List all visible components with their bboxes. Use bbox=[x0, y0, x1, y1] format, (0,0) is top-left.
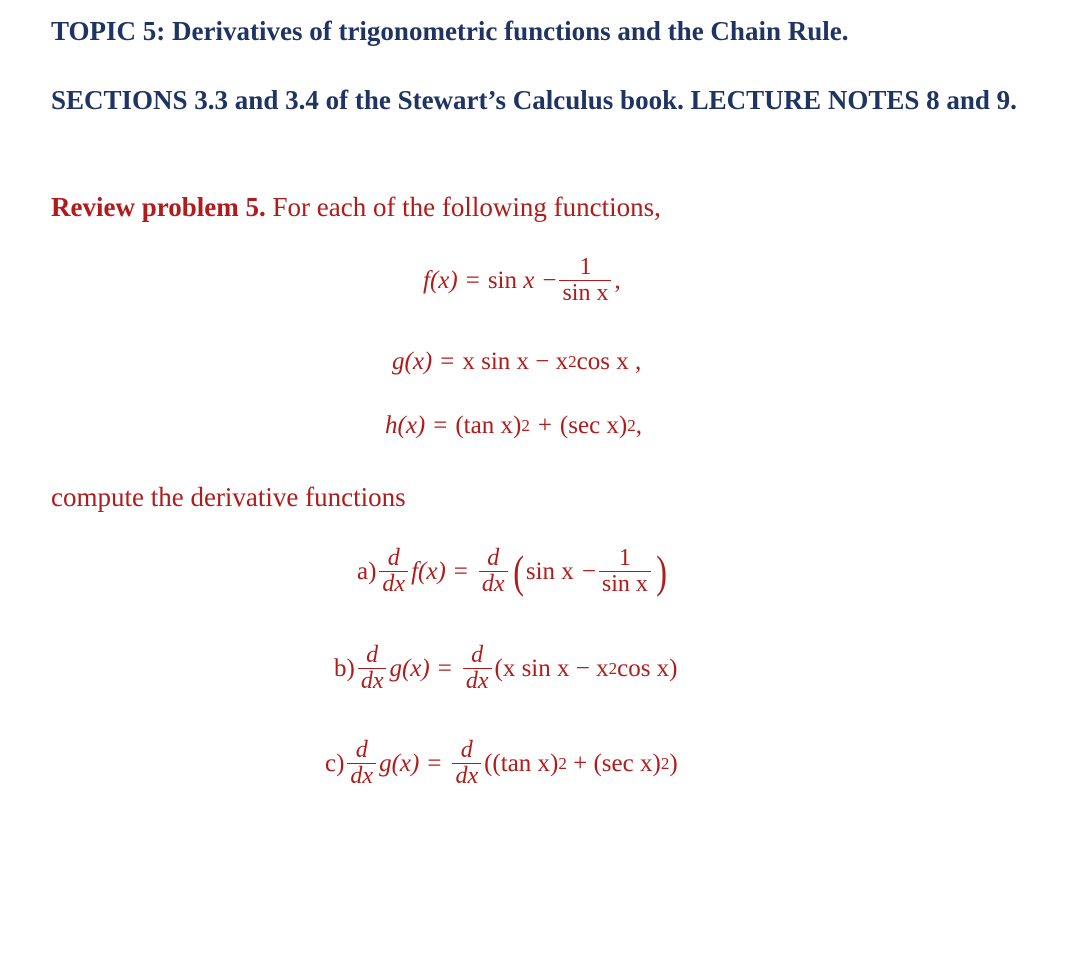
eq-f-fraction bbox=[559, 255, 611, 306]
eq-f-minus: − bbox=[542, 266, 557, 294]
derivative-b-fn: g(x) bbox=[389, 654, 430, 682]
derivative-c-rhs-d: d bbox=[460, 737, 473, 763]
eq-f-equals: = bbox=[465, 266, 480, 294]
derivative-c-label: c) bbox=[325, 749, 345, 777]
derivative-c bbox=[325, 738, 678, 789]
derivative-c-rhs-dx: dx bbox=[452, 763, 481, 789]
derivative-a-denominator: sin x bbox=[599, 571, 651, 597]
eq-f-numerator: 1 bbox=[579, 254, 592, 280]
derivative-c-expr-2: (sec x) bbox=[593, 749, 661, 777]
eq-h-plus: + bbox=[537, 412, 552, 439]
eq-f-lhs: f(x) bbox=[423, 266, 458, 294]
derivative-a-rhs-d: d bbox=[487, 545, 500, 571]
derivative-b-operator-rhs bbox=[463, 643, 492, 694]
derivative-b-expr-2: cos x) bbox=[617, 654, 678, 682]
derivative-a-open-paren: ( bbox=[512, 545, 524, 597]
derivative-b-d: d bbox=[366, 642, 379, 668]
sections-heading: SECTIONS 3.3 and 3.4 of the Stewart’s Calculus book. LECTURE NOTES 8 and 9. bbox=[51, 85, 1017, 115]
eq-h-term-2: (sec x) bbox=[559, 412, 628, 439]
derivative-a-d: d bbox=[387, 545, 400, 571]
derivative-a-fraction bbox=[599, 546, 651, 597]
derivative-a-operator bbox=[379, 546, 408, 597]
derivative-a-rhs-dx: dx bbox=[479, 571, 508, 597]
derivative-b-rhs-dx: dx bbox=[463, 668, 492, 694]
eq-g-rhs-2: cos x , bbox=[576, 348, 642, 375]
derivative-a-sin: sin x bbox=[525, 557, 574, 585]
derivative-c-exponent-2: 2 bbox=[660, 753, 670, 773]
eq-g-exponent: 2 bbox=[568, 352, 577, 371]
eq-f-x: x bbox=[523, 266, 535, 294]
derivative-c-dx: dx bbox=[347, 763, 376, 789]
derivative-a-label: a) bbox=[357, 557, 377, 585]
eq-h-exponent-2: 2 bbox=[627, 416, 636, 435]
eq-h-equals: = bbox=[433, 412, 448, 439]
derivative-b-dx: dx bbox=[358, 668, 387, 694]
derivative-b-equals: = bbox=[437, 654, 452, 682]
derivative-c-plus: + bbox=[566, 749, 594, 777]
derivative-a bbox=[357, 546, 669, 597]
eq-h-exponent-1: 2 bbox=[521, 416, 530, 435]
derivative-a-numerator: 1 bbox=[618, 545, 631, 571]
derivative-a-equals: = bbox=[453, 557, 468, 585]
derivative-a-close-paren: ) bbox=[656, 545, 667, 597]
derivative-a-operator-rhs bbox=[479, 546, 508, 597]
eq-f-comma: , bbox=[614, 266, 621, 294]
eq-f-sin: sin bbox=[487, 266, 517, 294]
derivative-b-exponent: 2 bbox=[608, 658, 618, 678]
eq-h-comma: , bbox=[635, 412, 642, 439]
eq-g-rhs-1: x sin x − x bbox=[462, 348, 569, 375]
equation-g bbox=[392, 348, 641, 376]
review-paragraph bbox=[51, 189, 661, 225]
derivative-c-d: d bbox=[355, 737, 368, 763]
derivative-a-fn: f(x) bbox=[411, 557, 446, 585]
derivative-b bbox=[334, 643, 678, 694]
eq-g-equals: = bbox=[440, 348, 455, 375]
review-text: For each of the following functions, bbox=[265, 192, 661, 222]
derivative-b-expr-1: (x sin x − x bbox=[494, 654, 609, 682]
eq-f-denominator: sin x bbox=[559, 280, 611, 306]
derivative-c-operator-rhs bbox=[452, 738, 481, 789]
eq-h-lhs: h(x) bbox=[385, 412, 426, 439]
review-label: Review problem 5. bbox=[51, 192, 266, 222]
compute-paragraph: compute the derivative functions bbox=[51, 482, 406, 512]
derivative-c-expr-1: ((tan x) bbox=[484, 749, 559, 777]
derivative-b-operator bbox=[358, 643, 387, 694]
equation-h bbox=[385, 412, 642, 440]
derivative-c-expr-3: ) bbox=[669, 749, 678, 777]
derivative-b-rhs-d: d bbox=[471, 642, 484, 668]
derivative-c-operator bbox=[347, 738, 376, 789]
derivative-c-equals: = bbox=[427, 749, 442, 777]
equation-f bbox=[423, 255, 621, 306]
derivative-a-dx: dx bbox=[379, 571, 408, 597]
eq-h-term-1: (tan x) bbox=[455, 412, 522, 439]
derivative-b-label: b) bbox=[334, 654, 355, 682]
derivative-c-fn: g(x) bbox=[379, 749, 420, 777]
derivative-c-exponent-1: 2 bbox=[558, 753, 567, 773]
derivative-a-minus: − bbox=[581, 557, 596, 585]
eq-g-lhs: g(x) bbox=[392, 348, 433, 375]
topic-heading: TOPIC 5: Derivatives of trigonometric functions and the Chain Rule. bbox=[51, 16, 849, 46]
